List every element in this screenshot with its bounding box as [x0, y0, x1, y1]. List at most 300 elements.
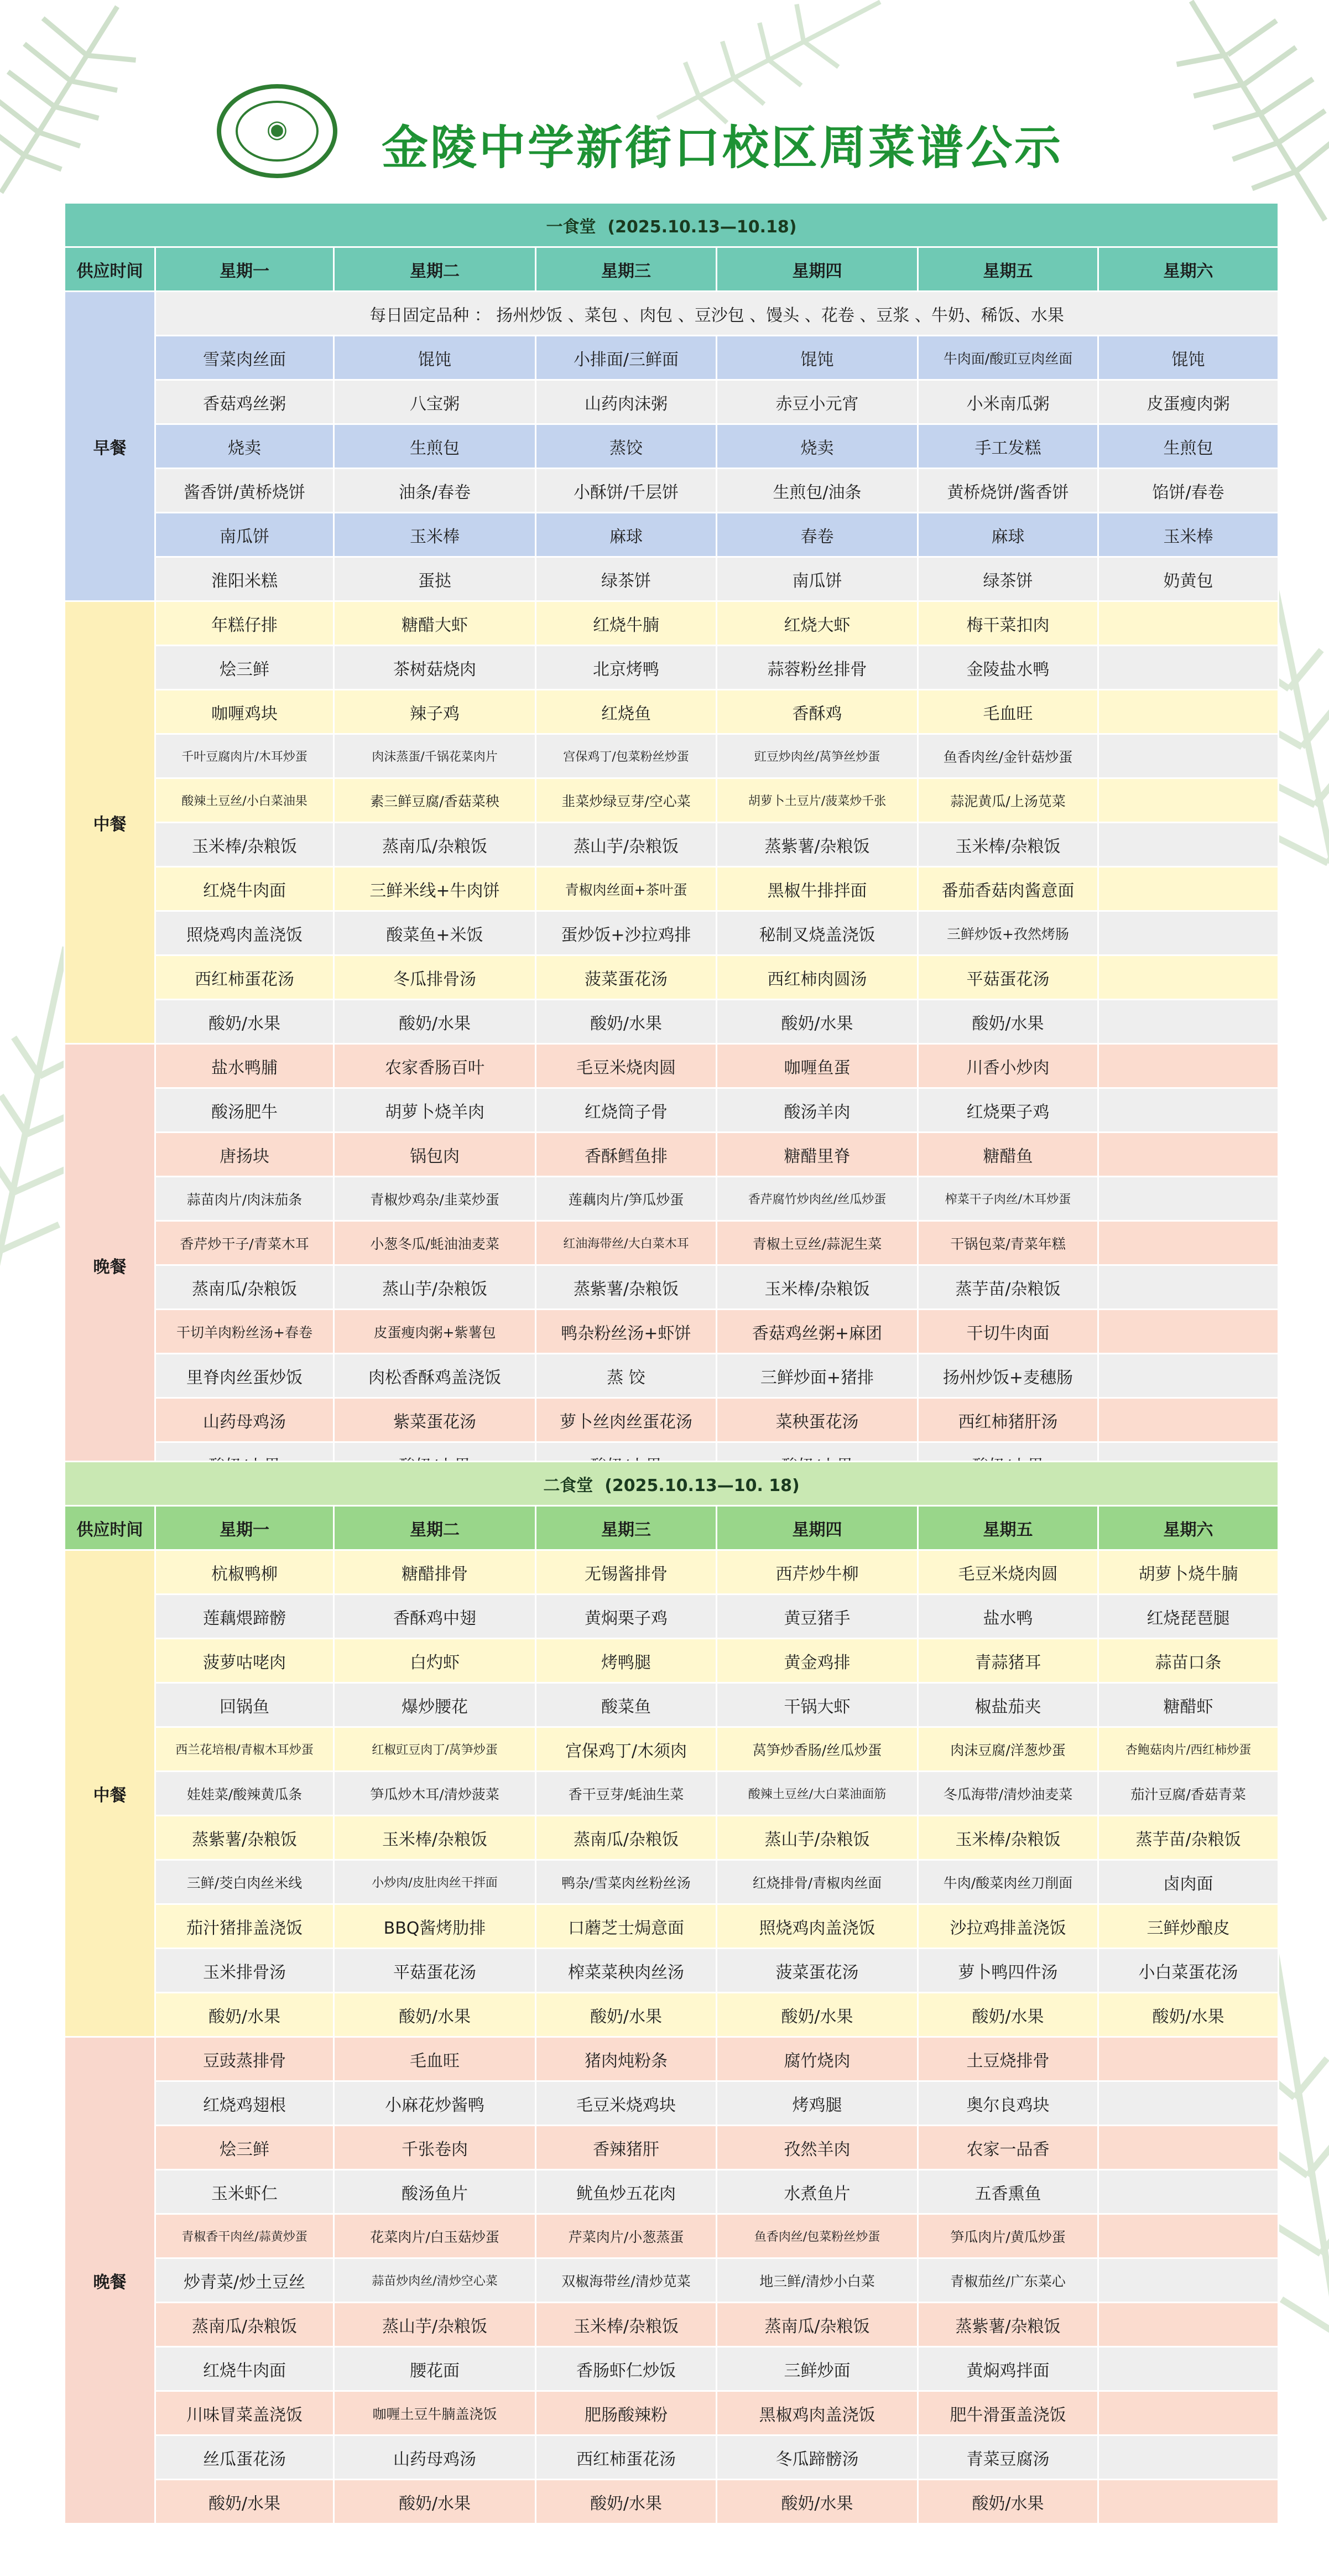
dish-cell: 宫保鸡丁/包菜粉丝炒蛋 [536, 734, 717, 778]
dish-cell [1098, 1354, 1279, 1398]
dish-cell [1098, 2258, 1279, 2303]
weekday-header: 星期三 [536, 1506, 717, 1550]
dish-cell: 糖醋虾 [1098, 1683, 1279, 1727]
dish-cell: 蒜蓉粉丝排骨 [717, 646, 918, 690]
dish-cell: 冬瓜排骨汤 [334, 955, 536, 1000]
dish-cell: 酸奶/水果 [536, 1000, 717, 1044]
dish-cell: 茄汁猪排盖浇饭 [155, 1904, 334, 1949]
dish-cell: 笋瓜肉片/黄瓜炒蛋 [918, 2214, 1098, 2258]
dish-cell: 鸭杂粉丝汤+虾饼 [536, 1310, 717, 1354]
hall-title [65, 203, 1279, 247]
dish-cell: 酸汤羊肉 [717, 1088, 918, 1133]
dish-row [65, 1221, 1279, 1265]
dish-cell: 酸奶/水果 [717, 2480, 918, 2524]
dish-cell: 宫保鸡丁/木须肉 [536, 1727, 717, 1772]
dish-cell [1098, 2303, 1279, 2347]
dish-cell: 酸奶/水果 [918, 1000, 1098, 1044]
hall-title [65, 1462, 1279, 1506]
dish-cell: 红烧牛肉面 [155, 2347, 334, 2391]
dish-cell: 杭椒鸭柳 [155, 1550, 334, 1595]
dish-cell: 红油海带丝/大白菜木耳 [536, 1221, 717, 1265]
dish-cell: 红烧大虾 [717, 601, 918, 646]
dish-cell: 烩三鲜 [155, 2126, 334, 2170]
dish-cell: 酸奶/水果 [155, 2480, 334, 2524]
dish-cell: 黄焖鸡拌面 [918, 2347, 1098, 2391]
meal-label: 晚餐 [65, 1044, 155, 1487]
dish-cell: 椒盐茄夹 [918, 1683, 1098, 1727]
dish-cell: 小炒肉/皮肚肉丝干拌面 [334, 1860, 536, 1904]
dish-cell: 肉沫豆腐/洋葱炒蛋 [918, 1727, 1098, 1772]
dish-cell: 里脊肉丝蛋炒饭 [155, 1354, 334, 1398]
dish-cell: 红烧筒子骨 [536, 1088, 717, 1133]
dish-cell: 爆炒腰花 [334, 1683, 536, 1727]
dish-cell: 酸奶/水果 [717, 1993, 918, 2037]
dish-cell: 红烧鸡翅根 [155, 2081, 334, 2126]
dish-cell: 咖喱土豆牛腩盖浇饭 [334, 2391, 536, 2435]
dish-cell: 三鲜米线+牛肉饼 [334, 867, 536, 911]
dish-cell: 黄焖栗子鸡 [536, 1595, 717, 1639]
dish-cell: 酸奶/水果 [536, 2480, 717, 2524]
dish-cell: 菠菜蛋花汤 [717, 1949, 918, 1993]
dish-row [65, 1354, 1279, 1398]
dish-cell: 山药肉沫粥 [536, 380, 717, 424]
dish-cell: 牛肉/酸菜肉丝刀削面 [918, 1860, 1098, 1904]
dish-row [65, 823, 1279, 867]
dish-cell: 西兰花培根/青椒木耳炒蛋 [155, 1727, 334, 1772]
weekday-header: 星期一 [155, 1506, 334, 1550]
dish-cell [1098, 690, 1279, 734]
dish-cell: 芹菜肉片/小葱蒸蛋 [536, 2214, 717, 2258]
dish-cell: 青椒香干肉丝/蒜黄炒蛋 [155, 2214, 334, 2258]
dish-cell: 黄桥烧饼/酱香饼 [918, 469, 1098, 513]
dish-cell: 辣子鸡 [334, 690, 536, 734]
dish-cell: 蒸 饺 [536, 1354, 717, 1398]
dish-cell: 蛋挞 [334, 557, 536, 601]
dish-cell: 麻球 [536, 513, 717, 557]
dish-cell: 咖喱鸡块 [155, 690, 334, 734]
dish-cell [1098, 1310, 1279, 1354]
dish-cell: 糖醋里脊 [717, 1133, 918, 1177]
dish-cell: 花菜肉片/白玉菇炒蛋 [334, 2214, 536, 2258]
dish-cell: 红烧排骨/青椒肉丝面 [717, 1860, 918, 1904]
dish-cell: 三鲜炒面+猪排 [717, 1354, 918, 1398]
dish-cell: 腐竹烧肉 [717, 2037, 918, 2081]
spacer [596, 217, 608, 237]
dish-cell: 烧卖 [717, 424, 918, 469]
weekday-header: 星期二 [334, 1506, 536, 1550]
dish-cell: 西红柿猪肝汤 [918, 1398, 1098, 1442]
dish-row [65, 1310, 1279, 1354]
dish-cell: 锅包肉 [334, 1133, 536, 1177]
dish-cell: 蒸山芋/杂粮饭 [717, 1816, 918, 1860]
dish-cell: 香酥鸡中翅 [334, 1595, 536, 1639]
dish-cell: 生煎包 [334, 424, 536, 469]
dish-cell: 蒸南瓜/杂粮饭 [334, 823, 536, 867]
dish-cell: 卤肉面 [1098, 1860, 1279, 1904]
dish-cell: 鱿鱼炒五花肉 [536, 2170, 717, 2214]
dish-row [65, 1177, 1279, 1221]
meal-label: 中餐 [65, 601, 155, 1044]
dish-row [65, 1949, 1279, 1993]
dish-cell: 菠萝咕咾肉 [155, 1639, 334, 1683]
dish-row [65, 601, 1279, 646]
dish-row [65, 1133, 1279, 1177]
dish-cell: 秘制叉烧盖浇饭 [717, 911, 918, 955]
dish-cell: 西芹炒牛柳 [717, 1550, 918, 1595]
dish-cell: 平菇蛋花汤 [334, 1949, 536, 1993]
dish-cell: 干锅大虾 [717, 1683, 918, 1727]
dish-row [65, 557, 1279, 601]
dish-cell: 皮蛋瘦肉粥 [1098, 380, 1279, 424]
dish-cell [1098, 2170, 1279, 2214]
weekday-header: 星期五 [918, 247, 1098, 292]
fixed-items-row [65, 292, 1279, 336]
dish-cell: 香菇鸡丝粥 [155, 380, 334, 424]
dish-cell: 小排面/三鲜面 [536, 336, 717, 380]
logo-mark: ◉ [266, 115, 288, 143]
dish-cell: 蒜苗肉片/肉沫茄条 [155, 1177, 334, 1221]
dish-cell: 扬州炒饭+麦穗肠 [918, 1354, 1098, 1398]
dish-row [65, 1088, 1279, 1133]
dish-cell: 香芹腐竹炒肉丝/丝瓜炒蛋 [717, 1177, 918, 1221]
dish-cell: 菠菜蛋花汤 [536, 955, 717, 1000]
dish-cell: 山药母鸡汤 [334, 2435, 536, 2480]
dish-cell: 青椒炒鸡杂/韭菜炒蛋 [334, 1177, 536, 1221]
weekday-header: 星期四 [717, 247, 918, 292]
dish-cell: 蒸紫薯/杂粮饭 [717, 823, 918, 867]
dish-cell: 蛋炒饭+沙拉鸡排 [536, 911, 717, 955]
dish-row [65, 1265, 1279, 1310]
dish-cell: 馄饨 [1098, 336, 1279, 380]
dish-cell: 冬瓜海带/清炒油麦菜 [918, 1772, 1098, 1816]
dish-row [65, 1398, 1279, 1442]
dish-cell: 玉米棒/杂粮饭 [155, 823, 334, 867]
dish-cell: 奥尔良鸡块 [918, 2081, 1098, 2126]
dish-cell [1098, 1133, 1279, 1177]
dish-cell: 五香熏鱼 [918, 2170, 1098, 2214]
meal-label: 晚餐 [65, 2037, 155, 2524]
dish-cell: 蒸山芋/杂粮饭 [334, 2303, 536, 2347]
dish-cell: 淮阳米糕 [155, 557, 334, 601]
weekday-header: 星期二 [334, 247, 536, 292]
dish-cell: 蒜泥黄瓜/上汤苋菜 [918, 778, 1098, 823]
dish-cell: 番茄香菇肉酱意面 [918, 867, 1098, 911]
dish-cell: 山药母鸡汤 [155, 1398, 334, 1442]
dish-cell: 酸奶/水果 [155, 1993, 334, 2037]
dish-cell: 榨菜菜秧肉丝汤 [536, 1949, 717, 1993]
dish-cell: 牛肉面/酸豇豆肉丝面 [918, 336, 1098, 380]
dish-cell: 炒青菜/炒土豆丝 [155, 2258, 334, 2303]
dish-cell: 鱼香肉丝/包菜粉丝炒蛋 [717, 2214, 918, 2258]
dish-cell: 蒸南瓜/杂粮饭 [717, 2303, 918, 2347]
dish-cell: 地三鲜/清炒小白菜 [717, 2258, 918, 2303]
dish-cell [1098, 867, 1279, 911]
dish-cell: 玉米棒/杂粮饭 [918, 823, 1098, 867]
dish-row [65, 1860, 1279, 1904]
dish-row [65, 336, 1279, 380]
dish-cell: 馄饨 [334, 336, 536, 380]
dish-cell: 雪菜肉丝面 [155, 336, 334, 380]
dish-cell [1098, 2347, 1279, 2391]
dish-cell: 菜秧蛋花汤 [717, 1398, 918, 1442]
spacer [593, 1476, 604, 1495]
dish-cell: 奶黄包 [1098, 557, 1279, 601]
dish-cell: 绿茶饼 [918, 557, 1098, 601]
dish-row [65, 2347, 1279, 2391]
dish-cell: 蒸芋苗/杂粮饭 [1098, 1816, 1279, 1860]
dish-cell: 蒜苗口条 [1098, 1639, 1279, 1683]
dish-cell: 小米南瓜粥 [918, 380, 1098, 424]
page-header [0, 0, 1329, 199]
dish-cell: 赤豆小元宵 [717, 380, 918, 424]
dish-row [65, 2391, 1279, 2435]
dish-row [65, 690, 1279, 734]
dish-row [65, 1550, 1279, 1595]
dish-cell [1098, 2391, 1279, 2435]
dish-cell [1098, 2435, 1279, 2480]
dish-cell: 盐水鸭 [918, 1595, 1098, 1639]
dish-cell: 豇豆炒肉丝/莴笋丝炒蛋 [717, 734, 918, 778]
canteen-2-menu-table [64, 1461, 1279, 2525]
dish-cell: 莲藕肉片/笋瓜炒蛋 [536, 1177, 717, 1221]
dish-cell: 烩三鲜 [155, 646, 334, 690]
dish-cell [1098, 955, 1279, 1000]
dish-row [65, 1772, 1279, 1816]
dish-cell: 莴笋炒香肠/丝瓜炒蛋 [717, 1727, 918, 1772]
dish-row [65, 2081, 1279, 2126]
dish-cell: 黑椒鸡肉盖浇饭 [717, 2391, 918, 2435]
dish-row [65, 2435, 1279, 2480]
dish-cell: 黑椒牛排拌面 [717, 867, 918, 911]
dish-cell: 笋瓜炒木耳/清炒菠菜 [334, 1772, 536, 1816]
dish-cell: 小酥饼/千层饼 [536, 469, 717, 513]
dish-cell: 青椒土豆丝/蒜泥生菜 [717, 1221, 918, 1265]
dish-cell: 蒸南瓜/杂粮饭 [155, 2303, 334, 2347]
dish-cell: 酸辣土豆丝/大白菜油面筋 [717, 1772, 918, 1816]
dish-cell: 千叶豆腐肉片/木耳炒蛋 [155, 734, 334, 778]
dish-cell: 蒸山芋/杂粮饭 [536, 823, 717, 867]
dish-cell: 丝瓜蛋花汤 [155, 2435, 334, 2480]
dish-cell: 香辣猪肝 [536, 2126, 717, 2170]
dish-row [65, 513, 1279, 557]
dish-cell: 烧卖 [155, 424, 334, 469]
dish-cell [1098, 1088, 1279, 1133]
dish-row [65, 469, 1279, 513]
dish-cell: 三鲜炒饭+孜然烤肠 [918, 911, 1098, 955]
dish-cell: 酸辣土豆丝/小白菜油果 [155, 778, 334, 823]
dish-cell: 蒸紫薯/杂粮饭 [536, 1265, 717, 1310]
dish-cell: 酸奶/水果 [918, 1993, 1098, 2037]
dish-cell: 玉米棒 [1098, 513, 1279, 557]
dish-cell: 玉米排骨汤 [155, 1949, 334, 1993]
dish-cell: 鸭杂/雪菜肉丝粉丝汤 [536, 1860, 717, 1904]
dish-row [65, 2037, 1279, 2081]
dish-cell: 酸奶/水果 [1098, 1993, 1279, 2037]
dish-cell: 娃娃菜/酸辣黄瓜条 [155, 1772, 334, 1816]
weekday-header: 星期六 [1098, 247, 1279, 292]
dish-cell: 玉米棒/杂粮饭 [334, 1816, 536, 1860]
dish-cell: 唐扬块 [155, 1133, 334, 1177]
dish-cell: 酸奶/水果 [155, 1000, 334, 1044]
dish-cell: 胡萝卜烧羊肉 [334, 1088, 536, 1133]
weekday-header: 星期一 [155, 247, 334, 292]
dish-cell: 咖喱鱼蛋 [717, 1044, 918, 1088]
dish-cell: 沙拉鸡排盖浇饭 [918, 1904, 1098, 1949]
dish-cell: 春卷 [717, 513, 918, 557]
dish-row [65, 1816, 1279, 1860]
hall-name: 一食堂 [546, 217, 596, 237]
dish-cell: 西红柿蛋花汤 [536, 2435, 717, 2480]
dish-cell: 香干豆芽/蚝油生菜 [536, 1772, 717, 1816]
dish-row [65, 867, 1279, 911]
weekday-header-row [65, 1506, 1279, 1550]
dish-cell: 毛血旺 [334, 2037, 536, 2081]
dish-cell: 黄金鸡排 [717, 1639, 918, 1683]
dish-cell: 酸菜鱼+米饭 [334, 911, 536, 955]
dish-cell: 萝卜鸭四件汤 [918, 1949, 1098, 1993]
dish-row [65, 1683, 1279, 1727]
weekday-header: 星期六 [1098, 1506, 1279, 1550]
dish-cell: 毛豆米烧肉圆 [918, 1550, 1098, 1595]
weekday-header: 星期五 [918, 1506, 1098, 1550]
dish-cell: 川味冒菜盖浇饭 [155, 2391, 334, 2435]
dish-cell: 红烧牛肉面 [155, 867, 334, 911]
dish-cell: 毛豆米烧肉圆 [536, 1044, 717, 1088]
dish-cell: 莲藕煨蹄髈 [155, 1595, 334, 1639]
dish-cell: 红烧鱼 [536, 690, 717, 734]
dish-cell: 川香小炒肉 [918, 1044, 1098, 1088]
dish-cell: 三鲜炒酿皮 [1098, 1904, 1279, 1949]
dish-cell: 皮蛋瘦肉粥+紫薯包 [334, 1310, 536, 1354]
dish-cell: 毛血旺 [918, 690, 1098, 734]
dish-cell: 干切牛肉面 [918, 1310, 1098, 1354]
dish-cell: 酸奶/水果 [334, 1993, 536, 2037]
dish-cell: 南瓜饼 [155, 513, 334, 557]
dish-cell: 胡萝卜土豆片/菠菜炒千张 [717, 778, 918, 823]
dish-cell: 馄饨 [717, 336, 918, 380]
dish-cell: 烤鸭腿 [536, 1639, 717, 1683]
school-emblem [236, 101, 319, 162]
supply-time-header: 供应时间 [65, 1506, 155, 1550]
dish-cell: 玉米棒/杂粮饭 [717, 1265, 918, 1310]
dish-cell: 蒸饺 [536, 424, 717, 469]
dish-cell: 香菇鸡丝粥+麻团 [717, 1310, 918, 1354]
dish-row [65, 424, 1279, 469]
dish-row [65, 1000, 1279, 1044]
dish-cell: 酸菜鱼 [536, 1683, 717, 1727]
dish-cell: 馅饼/春卷 [1098, 469, 1279, 513]
dish-cell: 酸奶/水果 [334, 2480, 536, 2524]
dish-cell: 生煎包 [1098, 424, 1279, 469]
dish-cell: 青菜豆腐汤 [918, 2435, 1098, 2480]
dish-cell: 青蒜猪耳 [918, 1639, 1098, 1683]
dish-cell: 黄豆猪手 [717, 1595, 918, 1639]
dish-cell: 金陵盐水鸭 [918, 646, 1098, 690]
dish-cell: 榨菜干子肉丝/木耳炒蛋 [918, 1177, 1098, 1221]
dish-cell: 腰花面 [334, 2347, 536, 2391]
dish-cell: 蒸紫薯/杂粮饭 [155, 1816, 334, 1860]
dish-row [65, 734, 1279, 778]
dish-cell: 蒜苗炒肉丝/清炒空心菜 [334, 2258, 536, 2303]
dish-cell: 双椒海带丝/清炒苋菜 [536, 2258, 717, 2303]
hall-date-range: (2025.10.13—10.18) [607, 217, 797, 237]
hall-name: 二食堂 [543, 1476, 593, 1495]
dish-cell: 南瓜饼 [717, 557, 918, 601]
dish-row [65, 1993, 1279, 2037]
dish-cell: 蒸南瓜/杂粮饭 [155, 1265, 334, 1310]
dish-cell: 冬瓜蹄髈汤 [717, 2435, 918, 2480]
dish-cell: 青椒肉丝面+茶叶蛋 [536, 867, 717, 911]
weekday-header: 星期四 [717, 1506, 918, 1550]
dish-cell: 糖醋大虾 [334, 601, 536, 646]
dish-cell: 酱香饼/黄桥烧饼 [155, 469, 334, 513]
dish-cell: 土豆烧排骨 [918, 2037, 1098, 2081]
dish-cell: 八宝粥 [334, 380, 536, 424]
dish-cell: 三鲜/茭白肉丝米线 [155, 1860, 334, 1904]
dish-cell: 梅干菜扣肉 [918, 601, 1098, 646]
meal-label: 中餐 [65, 1550, 155, 2037]
dish-row [65, 1727, 1279, 1772]
dish-cell: 油条/春卷 [334, 469, 536, 513]
dish-cell: 红烧牛腩 [536, 601, 717, 646]
dish-cell: 红椒豇豆肉丁/莴笋炒蛋 [334, 1727, 536, 1772]
dish-cell [1098, 646, 1279, 690]
dish-cell: 口蘑芝士焗意面 [536, 1904, 717, 1949]
dish-cell: 蒸芋苗/杂粮饭 [918, 1265, 1098, 1310]
dish-cell: 香芹炒干子/青菜木耳 [155, 1221, 334, 1265]
dish-cell: 年糕仔排 [155, 601, 334, 646]
dish-cell: 小白菜蛋花汤 [1098, 1949, 1279, 1993]
dish-cell: 回锅鱼 [155, 1683, 334, 1727]
dish-cell: 酸奶/水果 [334, 1000, 536, 1044]
dish-cell: 肉沫蒸蛋/千锅花菜肉片 [334, 734, 536, 778]
dish-cell [1098, 1398, 1279, 1442]
page-title: 金陵中学新街口校区周菜谱公示 [382, 121, 1064, 175]
dish-cell: 韭菜炒绿豆芽/空心菜 [536, 778, 717, 823]
dish-cell [1098, 1000, 1279, 1044]
dish-row [65, 911, 1279, 955]
dish-cell: 酸汤鱼片 [334, 2170, 536, 2214]
dish-cell: BBQ酱烤肋排 [334, 1904, 536, 1949]
school-logo [217, 84, 337, 178]
dish-cell: 平菇蛋花汤 [918, 955, 1098, 1000]
dish-cell: 萝卜丝肉丝蛋花汤 [536, 1398, 717, 1442]
dish-cell: 玉米棒 [334, 513, 536, 557]
dish-cell: 糖醋排骨 [334, 1550, 536, 1595]
dish-cell: 西红柿肉圆汤 [717, 955, 918, 1000]
dish-cell: 玉米虾仁 [155, 2170, 334, 2214]
dish-cell: 杏鲍菇肉片/西红柿炒蛋 [1098, 1727, 1279, 1772]
dish-cell: 胡萝卜烧牛腩 [1098, 1550, 1279, 1595]
dish-cell: 照烧鸡肉盖浇饭 [155, 911, 334, 955]
dish-cell: 蒸山芋/杂粮饭 [334, 1265, 536, 1310]
dish-cell: 茄汁豆腐/香菇青菜 [1098, 1772, 1279, 1816]
dish-row [65, 2258, 1279, 2303]
dish-row [65, 380, 1279, 424]
dish-cell: 酸奶/水果 [918, 2480, 1098, 2524]
dish-cell: 烤鸡腿 [717, 2081, 918, 2126]
dish-cell: 孜然羊肉 [717, 2126, 918, 2170]
dish-cell: 农家一品香 [918, 2126, 1098, 2170]
dish-cell: 肥肠酸辣粉 [536, 2391, 717, 2435]
dish-cell [1098, 734, 1279, 778]
dish-cell: 红烧琵琶腿 [1098, 1595, 1279, 1639]
dish-cell: 盐水鸭脯 [155, 1044, 334, 1088]
dish-cell: 素三鲜豆腐/香菇菜秧 [334, 778, 536, 823]
dish-cell: 毛豆米烧鸡块 [536, 2081, 717, 2126]
dish-cell: 麻球 [918, 513, 1098, 557]
dish-cell [1098, 778, 1279, 823]
